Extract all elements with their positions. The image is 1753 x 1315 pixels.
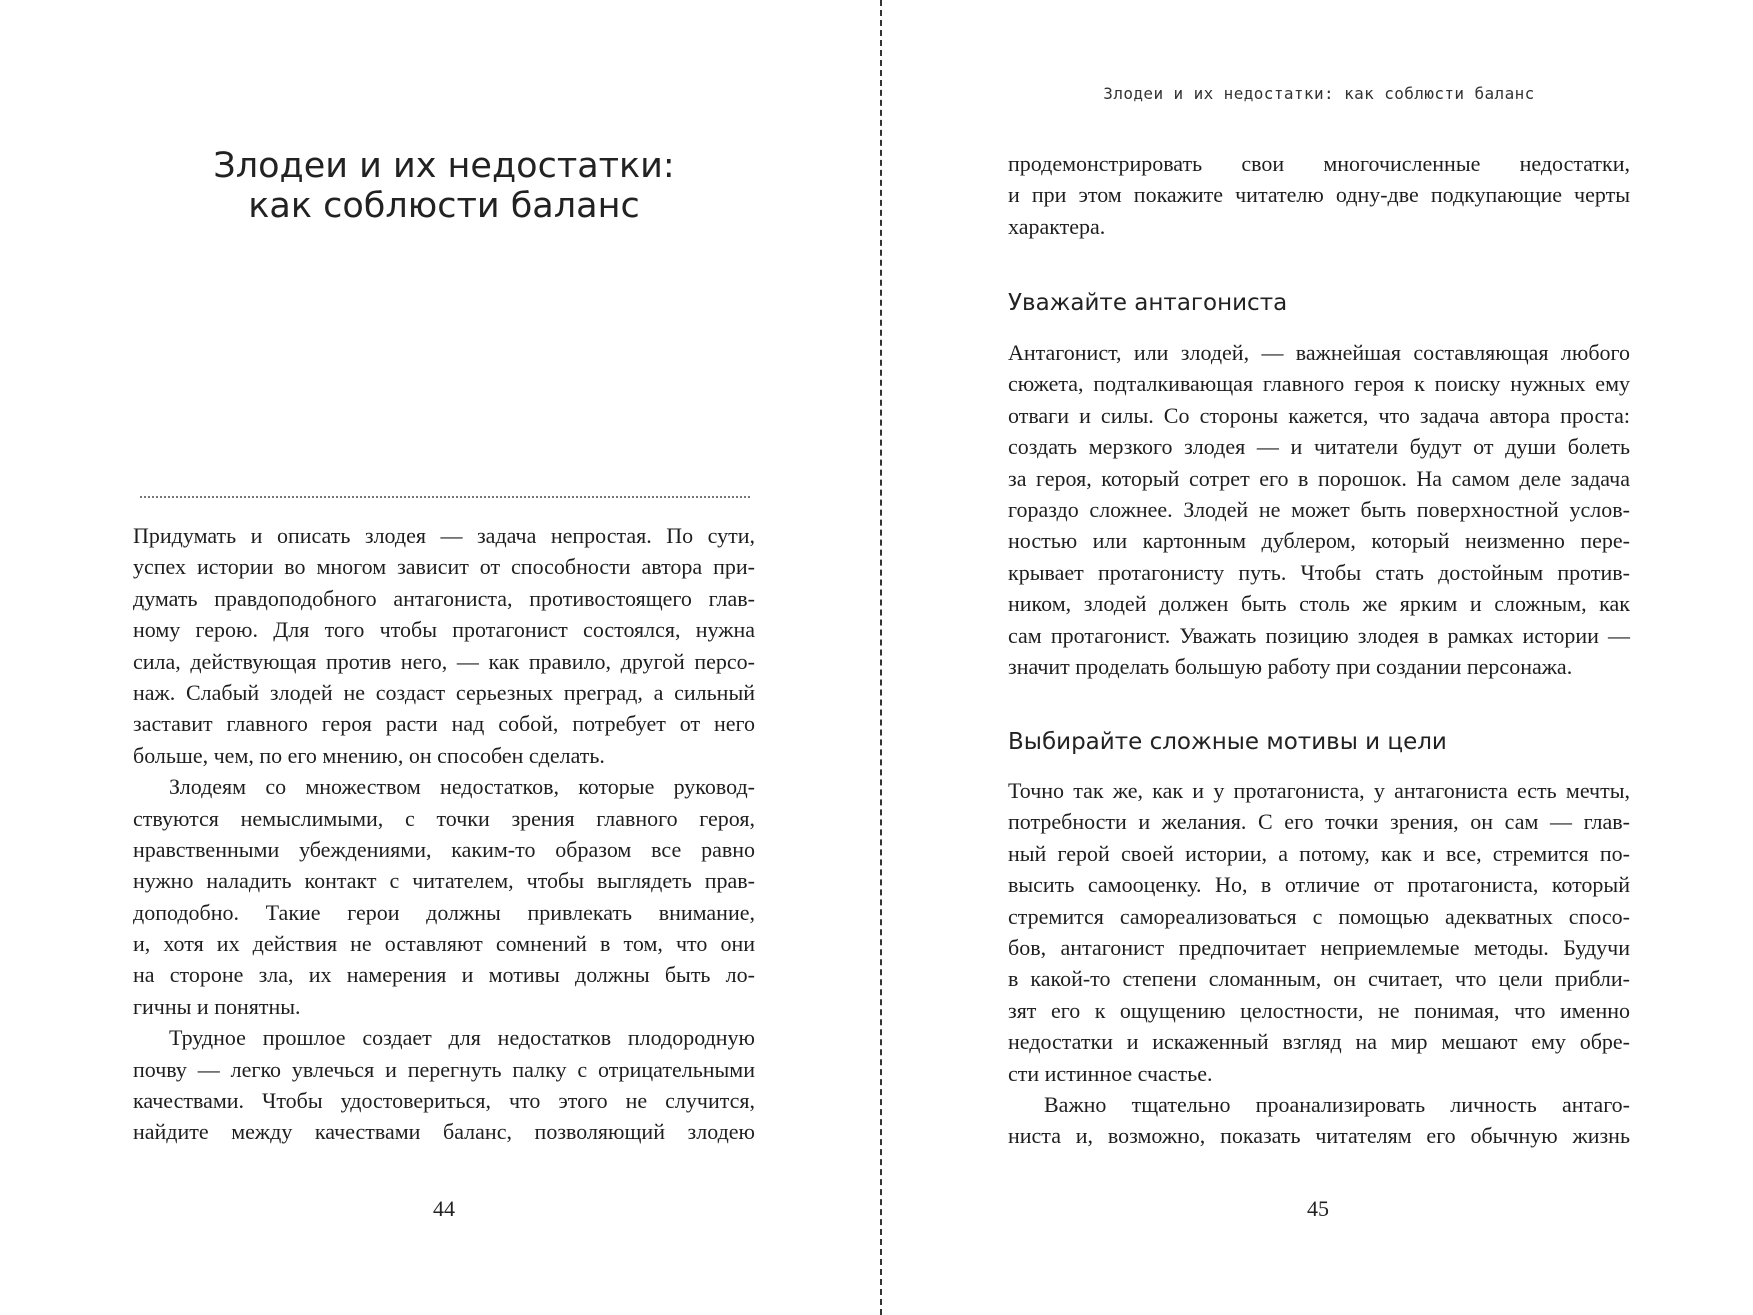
text-line: Придумать и описать злодея — задача непростая. По сути, xyxy=(133,523,755,548)
text-line: больше, чем, по его мнению, он способен сделать. xyxy=(133,742,605,768)
text-line: ствуются немыслимыми, с точки зрения главного героя, xyxy=(133,805,755,831)
text-line: высить самооценку. Но, в отличие от протагониста, который xyxy=(1008,872,1630,898)
text-line: найдите между качествами баланс, позволяющий злодею xyxy=(133,1119,755,1145)
text-line: нравственными убеждениями, каким-то образом все равно xyxy=(133,836,755,862)
page-number-left: 44 xyxy=(433,1196,455,1221)
text-line: за героя, который сотрет его в порошок. На самом деле задача xyxy=(1008,465,1630,491)
right-intro-text xyxy=(1008,148,1630,242)
text-line: почву — легко увлечься и перегнуть палку с отрицательными xyxy=(133,1056,755,1082)
running-head: Злодеи и их недостатки: как соблюсти баланс xyxy=(1103,84,1535,103)
text-line: продемонстрировать свои многочисленные недостатки, xyxy=(1008,151,1630,176)
text-line: сюжета, подталкивающая главного героя к поиску нужных ему xyxy=(1008,371,1630,397)
text-line: значит проделать большую работу при создании персонажа. xyxy=(1008,653,1573,679)
chapter-title-line: как соблюсти баланс xyxy=(248,186,640,226)
text-line: крывает протагонисту путь. Чтобы стать достойным против- xyxy=(1008,559,1630,585)
text-line: заставит главного героя расти над собой, потребует от него xyxy=(133,711,755,737)
section-2-text xyxy=(1008,775,1630,1152)
text-line: сти истинное счастье. xyxy=(1008,1060,1213,1086)
text-line: характера. xyxy=(1008,213,1106,239)
text-line: в какой-то степени сломанным, он считает, что цели прибли- xyxy=(1008,966,1630,992)
text-line: ниста и, возможно, показать читателям его обычную жизнь xyxy=(1008,1123,1630,1149)
text-line: гичны и понятны. xyxy=(133,993,301,1019)
text-line: сам протагонист. Уважать позицию злодея в рамках истории — xyxy=(1008,622,1630,648)
text-line: успех истории во многом зависит от способности автора при- xyxy=(133,554,755,580)
text-line: на стороне зла, их намерения и мотивы должны быть ло- xyxy=(133,962,755,988)
text-line: зят его к ощущению целостности, не понимая, что именно xyxy=(1008,997,1630,1023)
page-gutter-divider xyxy=(880,0,882,1315)
text-line: Трудное прошлое создает для недостатков плодородную xyxy=(169,1025,755,1051)
text-line: Антагонист, или злодей, — важнейшая составляющая любого xyxy=(1008,340,1630,365)
text-line: отваги и силы. Со стороны кажется, что задача автора проста: xyxy=(1008,402,1630,428)
left-body-text xyxy=(133,520,755,1148)
text-line: ный герой своей истории, а потому, как и все, стремится по- xyxy=(1008,840,1630,866)
section-heading-complex-motives: Выбирайте сложные мотивы и цели xyxy=(1008,729,1447,755)
text-line: наж. Слабый злодей не создаст серьезных преград, а сильный xyxy=(133,679,755,705)
text-line: ником, злодей должен быть столь же ярким и сложным, как xyxy=(1008,591,1630,617)
chapter-title-line: Злодеи и их недостатки: xyxy=(213,146,675,186)
text-line: потребности и желания. С его точки зрения, он сам — глав- xyxy=(1008,809,1630,835)
text-line: думать правдоподобного антагониста, противостоящего глав- xyxy=(133,585,755,611)
section-heading-respect-antagonist: Уважайте антагониста xyxy=(1008,290,1288,316)
text-line: и, хотя их действия не оставляют сомнений в том, что они xyxy=(133,931,755,957)
text-line: нужно наладить контакт с читателем, чтобы выглядеть прав- xyxy=(133,868,755,894)
text-line: бов, антагонист предпочитает неприемлемые методы. Будучи xyxy=(1008,934,1630,960)
text-line: создать мерзкого злодея — и читатели будут от души болеть xyxy=(1008,434,1630,460)
text-line: ностью или картонным дублером, который неизменно пере- xyxy=(1008,528,1630,554)
text-line: недостатки и искаженный взгляд на мир мешают ему обре- xyxy=(1008,1029,1630,1055)
chapter-title xyxy=(133,146,755,226)
text-line: ному герою. Для того чтобы протагонист состоялся, нужна xyxy=(133,617,755,643)
text-line: Важно тщательно проанализировать личность антаго- xyxy=(1044,1091,1630,1117)
dotted-separator xyxy=(140,496,750,498)
text-line: сила, действующая против него, — как правило, другой персо- xyxy=(133,648,755,674)
text-line: Злодеям со множеством недостатков, которые руковод- xyxy=(169,774,755,800)
text-line: гораздо сложнее. Злодей не может быть поверхностной услов- xyxy=(1008,496,1630,522)
page-number-right: 45 xyxy=(1307,1196,1329,1221)
text-line: качествами. Чтобы удостовериться, что этого не случится, xyxy=(133,1088,755,1114)
text-line: стремится самореализоваться с помощью адекватных спосо- xyxy=(1008,903,1630,929)
text-line: Точно так же, как и у протагониста, у антагониста есть мечты, xyxy=(1008,778,1630,803)
text-line: доподобно. Такие герои должны привлекать внимание, xyxy=(133,899,755,925)
section-1-text xyxy=(1008,337,1630,682)
text-line: и при этом покажите читателю одну-две подкупающие черты xyxy=(1008,182,1630,208)
